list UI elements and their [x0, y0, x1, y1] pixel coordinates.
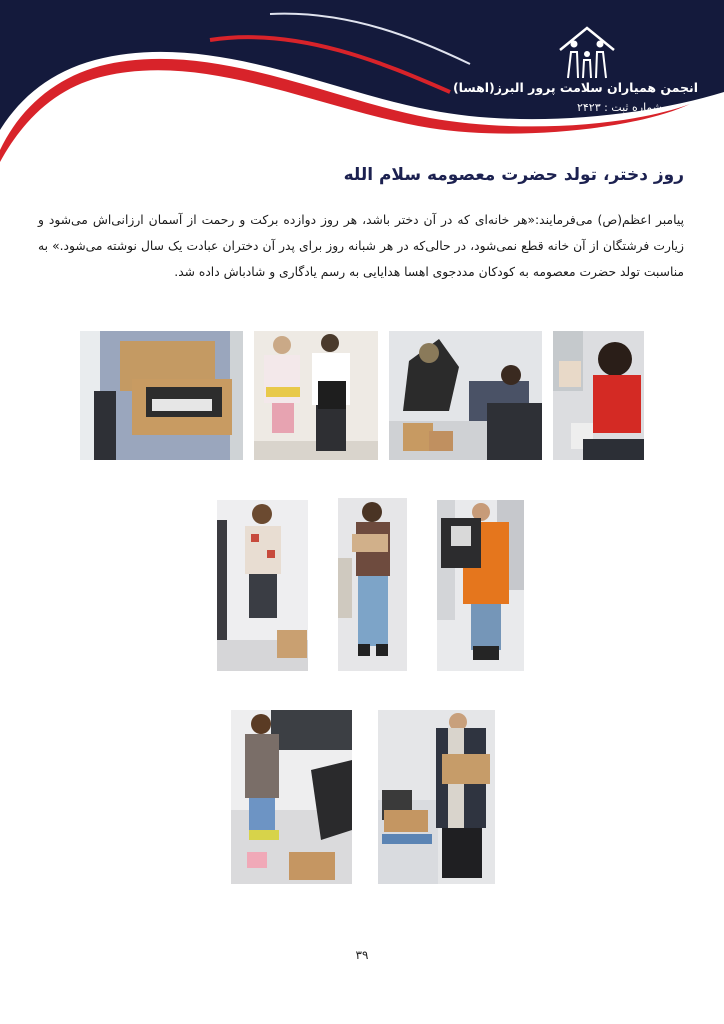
photo-girl-red-jacket — [553, 331, 644, 460]
page-title: روز دختر، تولد حضرت معصومه سلام الله — [343, 165, 684, 185]
registration-number: شماره ثبت : ۲۴۲۳ — [576, 101, 662, 114]
page-header — [0, 0, 724, 170]
family-house-logo-icon — [554, 24, 620, 82]
page-number: ۳۹ — [355, 948, 369, 962]
photo-girl-opening-gift — [389, 331, 542, 460]
photo-two-girls-gifts — [254, 331, 378, 460]
organization-name: انجمن همیاران سلامت پرور البرز(اهسا) — [452, 80, 698, 95]
photo-girl-scarf-box — [378, 710, 495, 884]
photo-girl-yellow-shoes — [231, 710, 352, 884]
photo-gift-box-shoes — [80, 331, 243, 460]
body-paragraph: پیامبر اعظم(ص) می‌فرمایند:«هر خانه‌ای که در آن دختر باشد، هر روز دوازده برکت و رحمت از آسمان ارزانی‌اش می‌شود و زیارت فرشتگان از آن خانه قطع نمی‌شود، در حالی‌که در هر شبانه روز برای پدر آن دختران عبادت یک سال نوشته می‌شود.» به مناسبت تولد حضرت معصومه به کودکان مددجوی اهسا هدایایی به رسم یادگاری و شادباش داده شد. — [38, 213, 684, 279]
photo-girl-holding-shoes — [217, 500, 308, 671]
photo-child-orange-jacket — [437, 500, 524, 671]
photo-girl-with-box — [338, 498, 407, 671]
